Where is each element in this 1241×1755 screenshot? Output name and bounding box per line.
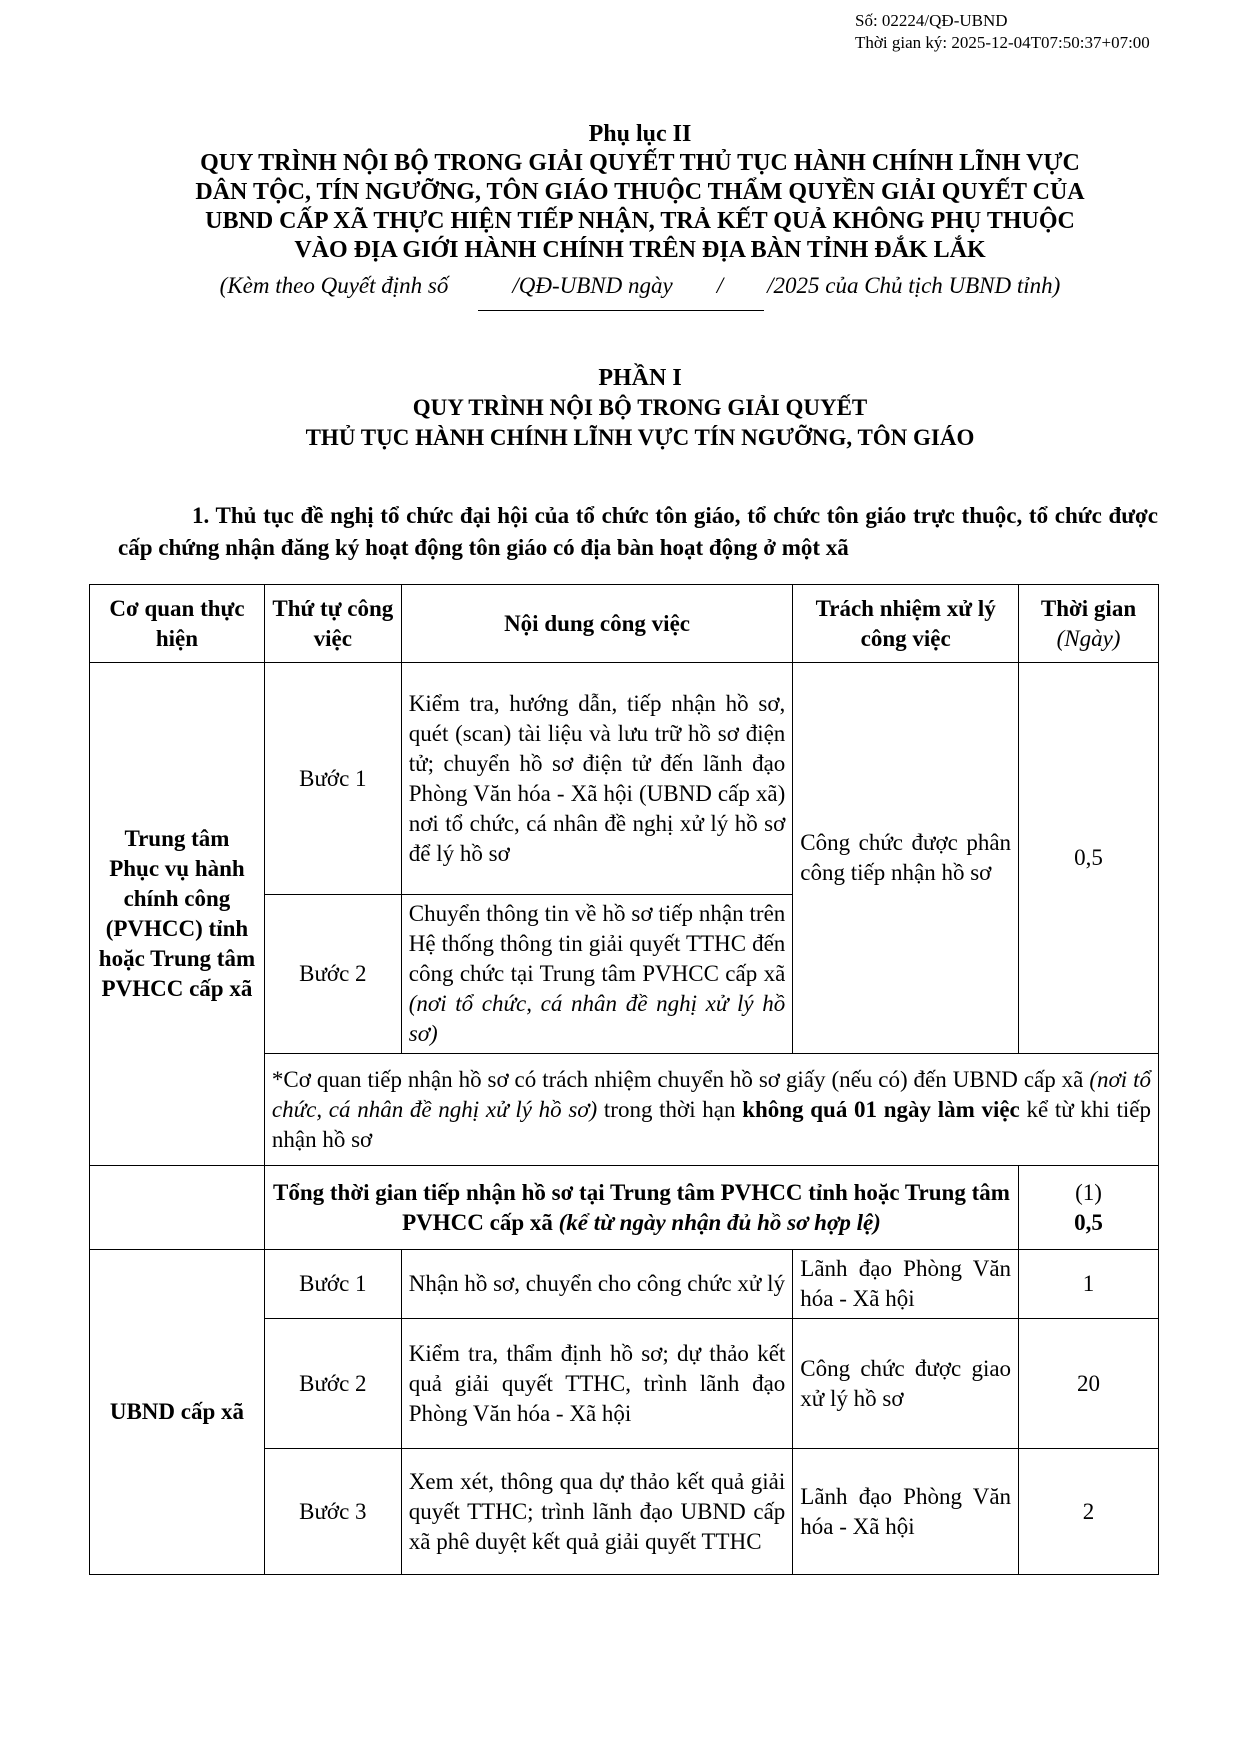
note-cell [264,1054,1158,1166]
agency-cell: UBND cấp xã [90,1250,265,1575]
procedure-title: 1. Thủ tục đề nghị tổ chức đại hội của tổ chức tôn giáo, tổ chức tôn giáo trực thuộc, tổ chức được cấp chứng nhận đăng ký hoạt động tôn giáo có địa bàn hoạt động ở một xã [118,503,1158,560]
step-time: 1 [1019,1250,1159,1319]
step-order: Bước 2 [264,895,401,1054]
header-order: Thứ tự công việc [264,585,401,663]
step-responsibility: Công chức được phân công tiếp nhận hồ sơ [793,663,1019,1054]
header-agency: Cơ quan thực hiện [90,585,265,663]
ref-suffix: /2025 của Chủ tịch UBND tỉnh) [767,273,1061,298]
step-order: Bước 3 [264,1449,401,1575]
header-time [1019,585,1159,663]
step-responsibility: Công chức được giao xử lý hồ sơ [793,1319,1019,1449]
step-content: Kiểm tra, thẩm định hồ sơ; dự thảo kết quả giải quyết TTHC, trình lãnh đạo Phòng Văn hóa - Xã hội [401,1319,793,1449]
title-line: UBND CẤP XÃ THỰC HIỆN TIẾP NHẬN, TRẢ KẾT QUẢ KHÔNG PHỤ THUỘC [205,208,1075,234]
step-content-italic: (nơi tổ chức, cá nhân đề nghị xử lý hồ sơ) [408,991,786,1046]
header-content: Nội dung công việc [401,585,793,663]
header-time-unit: (Ngày) [1056,625,1121,651]
total-label-bold: Tổng thời gian tiếp nhận hồ sơ tại Trung tâm PVHCC tỉnh hoặc Trung tâm PVHCC cấp xã [273,1179,1010,1235]
note-part: kể từ khi tiếp nhận hồ sơ [271,1096,1151,1152]
digital-signature-stamp [855,10,1150,54]
step-responsibility: Lãnh đạo Phòng Văn hóa - Xã hội [793,1250,1019,1319]
total-row [90,1166,1159,1250]
title-line: VÀO ĐỊA GIỚI HÀNH CHÍNH TRÊN ĐỊA BÀN TỈNH ĐẮK LẮK [294,237,986,263]
ref-slash: / [716,273,724,298]
step-order: Bước 2 [264,1319,401,1449]
total-time [1019,1166,1159,1250]
part-heading [100,363,1180,453]
ref-prefix: (Kèm theo Quyết định số [219,273,449,298]
procedure-table [89,584,1159,1575]
table-header-row [90,585,1159,663]
step-time: 2 [1019,1449,1159,1575]
step-responsibility: Lãnh đạo Phòng Văn hóa - Xã hội [793,1449,1019,1575]
note-part: trong thời hạn [597,1096,743,1122]
appendix-label: Phụ lục II [588,121,692,147]
step-content: Kiểm tra, hướng dẫn, tiếp nhận hồ sơ, quét (scan) tài liệu và lưu trữ hồ sơ điện tử; chuyển hồ sơ điện tử đến lãnh đạo Phòng Văn hóa - Xã hội (UBND cấp xã) nơi tổ chức, cá nhân đề nghị xử lý hồ sơ để lý hồ sơ [401,663,793,895]
decision-reference [100,272,1180,300]
title-line: QUY TRÌNH NỘI BỘ TRONG GIẢI QUYẾT THỦ TỤC HÀNH CHÍNH LĨNH VỰC [200,150,1080,176]
table-row [90,1250,1159,1319]
total-label-italic: (kể từ ngày nhận đủ hồ sơ hợp lệ) [552,1209,881,1235]
part-title-line: THỦ TỤC HÀNH CHÍNH LĨNH VỰC TÍN NGƯỠNG, TÔN GIÁO [305,425,975,450]
step-content: Xem xét, thông qua dự thảo kết quả giải quyết TTHC; trình lãnh đạo UBND cấp xã phê duyệt kết quả giải quyết TTHC [401,1449,793,1575]
agency-cell: Trung tâm Phục vụ hành chính công (PVHCC) tỉnh hoặc Trung tâm PVHCC cấp xã [90,663,265,1166]
step-content-main: Chuyển thông tin về hồ sơ tiếp nhận trên Hệ thống thông tin giải quyết TTHC đến công chức tại Trung tâm PVHCC cấp xã [408,901,786,986]
note-part-italic: (nơi tổ chức, cá nhân đề nghị xử lý hồ sơ) [271,1066,1151,1122]
total-label [264,1166,1018,1250]
step-order: Bước 1 [264,1250,401,1319]
document-header [100,120,1180,265]
header-time-label: Thời gian [1040,595,1137,621]
note-part-bold: không quá 01 ngày làm việc [742,1096,1020,1122]
step-content [401,895,793,1054]
step-order: Bước 1 [264,663,401,895]
step-time: 0,5 [1019,663,1159,1054]
header-responsibility: Trách nhiệm xử lý công việc [793,585,1019,663]
signed-time: Thời gian ký: 2025-12-04T07:50:37+07:00 [855,33,1150,52]
total-index: (1) [1075,1179,1102,1205]
agency-cell-empty [90,1166,265,1250]
step-content: Nhận hồ sơ, chuyển cho công chức xử lý [401,1250,793,1319]
table-row [90,663,1159,895]
part-label: PHẦN I [598,365,682,391]
reference-underline [478,310,764,311]
title-line: DÂN TỘC, TÍN NGƯỠNG, TÔN GIÁO THUỘC THẨM QUYỀN GIẢI QUYẾT CỦA [195,179,1085,205]
part-title-line: QUY TRÌNH NỘI BỘ TRONG GIẢI QUYẾT [412,395,868,420]
note-part: *Cơ quan tiếp nhận hồ sơ có trách nhiệm chuyển hồ sơ giấy (nếu có) đến UBND cấp xã [271,1066,1090,1092]
total-value: 0,5 [1074,1209,1103,1235]
step-time: 20 [1019,1319,1159,1449]
document-number: Số: 02224/QĐ-UBND [855,11,1008,30]
ref-mid: /QĐ-UBND ngày [512,273,673,298]
